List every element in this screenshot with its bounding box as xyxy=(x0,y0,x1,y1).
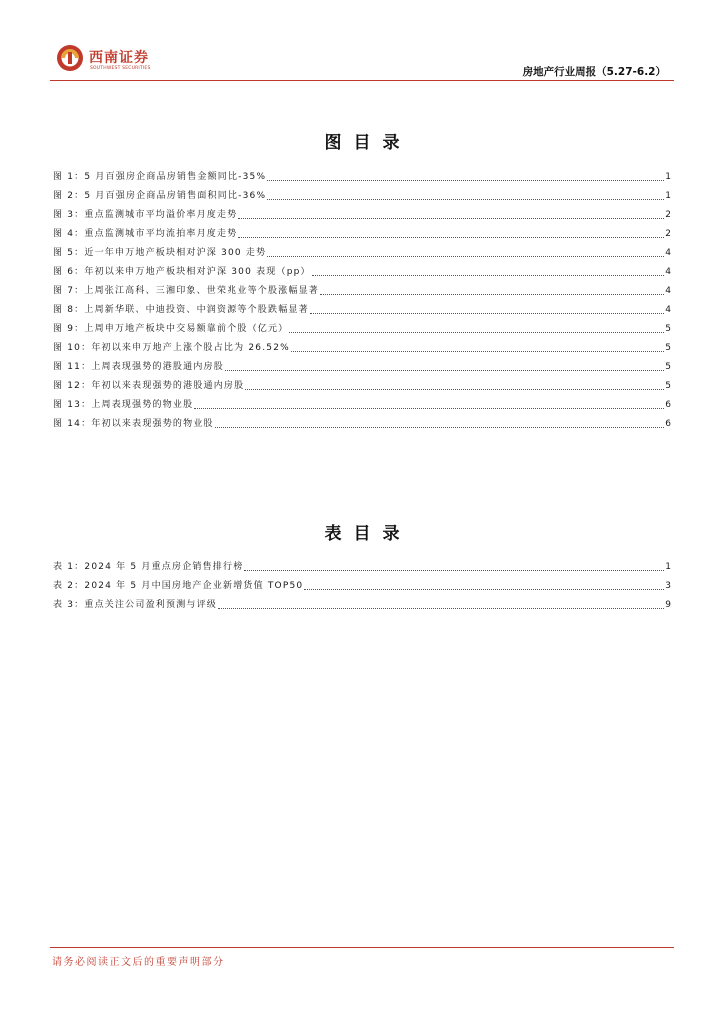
dot-leader xyxy=(225,369,664,371)
footer-divider xyxy=(50,947,674,948)
table-toc-entry-page[interactable]: 3 xyxy=(665,581,671,591)
report-title: 房地产行业周报（5.27-6.2） xyxy=(522,66,666,78)
figure-toc-entry-label[interactable]: 图 1：5 月百强房企商品房销售金额同比-35% xyxy=(53,172,267,182)
page-header xyxy=(50,40,674,82)
dot-leader xyxy=(304,588,664,590)
figure-toc-entry-label[interactable]: 图 14：年初以来表现强势的物业股 xyxy=(53,419,214,429)
table-toc-entry-label[interactable]: 表 2：2024 年 5 月中国房地产企业新增货值 TOP50 xyxy=(53,581,304,591)
figure-toc-entry[interactable] xyxy=(53,183,671,202)
dot-leader xyxy=(312,274,665,276)
figure-toc-entry[interactable] xyxy=(53,202,671,221)
figure-toc-entry-page[interactable]: 4 xyxy=(665,248,671,258)
figure-toc-entry-page[interactable]: 1 xyxy=(665,191,671,201)
figure-toc-entry-page[interactable]: 1 xyxy=(665,172,671,182)
dot-leader xyxy=(244,569,664,571)
figure-toc-entry-label[interactable]: 图 7：上周张江高科、三湘印象、世荣兆业等个股涨幅显著 xyxy=(53,286,319,296)
figure-toc-entry[interactable] xyxy=(53,335,671,354)
figure-toc-entry-page[interactable]: 4 xyxy=(665,286,671,296)
logo-emblem-icon xyxy=(55,43,85,73)
figure-toc-entry[interactable] xyxy=(53,164,671,183)
dot-leader xyxy=(215,426,665,428)
dot-leader xyxy=(289,331,664,333)
tables-toc-list xyxy=(53,554,671,611)
table-toc-entry[interactable] xyxy=(53,592,671,611)
header-divider xyxy=(50,80,674,81)
dot-leader xyxy=(194,407,664,409)
dot-leader xyxy=(245,388,664,390)
figure-toc-entry[interactable] xyxy=(53,373,671,392)
dot-leader xyxy=(320,293,664,295)
figure-toc-entry-label[interactable]: 图 10：年初以来申万地产上涨个股占比为 26.52% xyxy=(53,343,290,353)
dot-leader xyxy=(291,350,664,352)
dot-leader xyxy=(218,607,664,609)
figure-toc-entry-page[interactable]: 4 xyxy=(665,305,671,315)
dot-leader xyxy=(267,198,664,200)
figure-toc-entry-label[interactable]: 图 2：5 月百强房企商品房销售面积同比-36% xyxy=(53,191,267,201)
footer-notice: 请务必阅读正文后的重要声明部分 xyxy=(52,957,225,968)
figure-toc-entry[interactable] xyxy=(53,392,671,411)
table-toc-entry-page[interactable]: 1 xyxy=(665,562,671,572)
figure-toc-entry-page[interactable]: 4 xyxy=(665,267,671,277)
figure-toc-entry-page[interactable]: 5 xyxy=(665,381,671,391)
figures-toc-title: 图目录 xyxy=(324,133,412,153)
figure-toc-entry-label[interactable]: 图 9：上周申万地产板块中交易额靠前个股（亿元） xyxy=(53,324,289,334)
dot-leader xyxy=(238,217,664,219)
figure-toc-entry[interactable] xyxy=(53,259,671,278)
figure-toc-entry-label[interactable]: 图 4：重点监测城市平均流拍率月度走势 xyxy=(53,229,238,239)
figure-toc-entry[interactable] xyxy=(53,278,671,297)
dot-leader xyxy=(238,236,664,238)
company-logo xyxy=(55,43,205,77)
figure-toc-entry[interactable] xyxy=(53,240,671,259)
figures-toc-list xyxy=(53,164,671,430)
dot-leader xyxy=(267,255,664,257)
figure-toc-entry[interactable] xyxy=(53,316,671,335)
figure-toc-entry-label[interactable]: 图 8：上周新华联、中迪投资、中润资源等个股跌幅显著 xyxy=(53,305,309,315)
table-toc-entry[interactable] xyxy=(53,573,671,592)
figure-toc-entry-label[interactable]: 图 12：年初以来表现强势的港股通内房股 xyxy=(53,381,245,391)
table-toc-entry-page[interactable]: 9 xyxy=(665,600,671,610)
figure-toc-entry-label[interactable]: 图 11：上周表现强势的港股通内房股 xyxy=(53,362,224,372)
figure-toc-entry[interactable] xyxy=(53,221,671,240)
logo-name-text: 西南证券 xyxy=(89,50,149,66)
dot-leader xyxy=(310,312,664,314)
tables-toc-title: 表目录 xyxy=(324,524,412,544)
table-toc-entry-label[interactable]: 表 1：2024 年 5 月重点房企销售排行榜 xyxy=(53,562,244,572)
figure-toc-entry-page[interactable]: 2 xyxy=(665,229,671,239)
figure-toc-entry[interactable] xyxy=(53,354,671,373)
figure-toc-entry[interactable] xyxy=(53,411,671,430)
table-toc-entry-label[interactable]: 表 3：重点关注公司盈利预测与评级 xyxy=(53,600,217,610)
figure-toc-entry-label[interactable]: 图 5：近一年申万地产板块相对沪深 300 走势 xyxy=(53,248,267,258)
figure-toc-entry-page[interactable]: 5 xyxy=(665,343,671,353)
figure-toc-entry-label[interactable]: 图 13：上周表现强势的物业股 xyxy=(53,400,194,410)
logo-subtitle-text: SOUTHWEST SECURITIES xyxy=(90,66,151,71)
figure-toc-entry-page[interactable]: 6 xyxy=(665,400,671,410)
figure-toc-entry-label[interactable]: 图 6：年初以来申万地产板块相对沪深 300 表现（pp） xyxy=(53,267,311,277)
figure-toc-entry-page[interactable]: 2 xyxy=(665,210,671,220)
figure-toc-entry-label[interactable]: 图 3：重点监测城市平均溢价率月度走势 xyxy=(53,210,238,220)
dot-leader xyxy=(267,179,664,181)
figure-toc-entry-page[interactable]: 5 xyxy=(665,362,671,372)
figure-toc-entry[interactable] xyxy=(53,297,671,316)
table-toc-entry[interactable] xyxy=(53,554,671,573)
figure-toc-entry-page[interactable]: 6 xyxy=(665,419,671,429)
figure-toc-entry-page[interactable]: 5 xyxy=(665,324,671,334)
